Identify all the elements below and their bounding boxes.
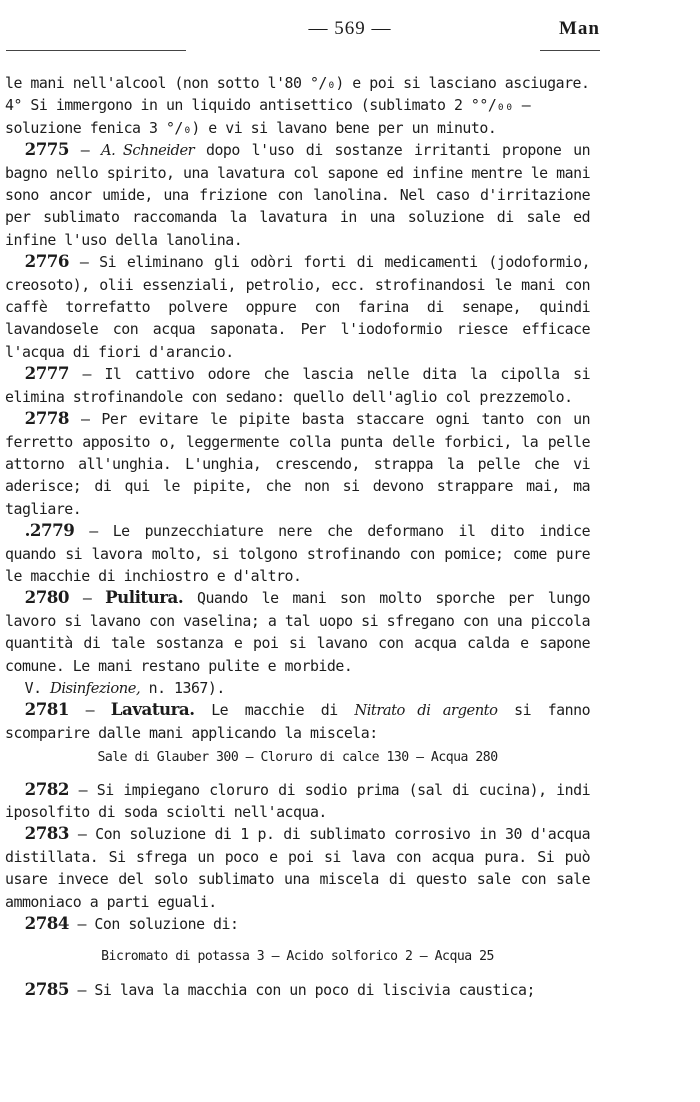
entry-text: — Con soluzione di: [69,915,239,934]
entry-text: — Si impiegano cloruro di sodio prima (sal di cucina), indi iposolfito di soda sciolti nell'acqua. [5,780,591,821]
entry-number: .2779 [24,521,75,542]
reference-prefix: V. [24,678,51,697]
page-body [5,72,590,1001]
formula-glauber: Sale di Glauber 300 — Cloruro di calce 130 — Acqua 280 [97,750,498,766]
formula-bicromato: Bicromato di potassa 3 — Acido solforico 2 — Acqua 25 [101,949,494,965]
continuation-paragraph [5,72,590,139]
entry-2779 [5,520,590,587]
page-number: — 569 — [308,18,392,39]
entry-2776 [5,251,590,363]
entry-2782 [5,779,590,824]
entry-text: — Si eliminano gli odòri forti di medicamenti (jodoformio, creosoto), olii essenziali, petrolio, ecc. strofinandosi le mani con caffè torrefatto polvere oppure con farina di senape, quindi lavandosele con acqua saponata. Per l'iodoformio riesce efficace l'acqua di fiori d'arancio. [5,253,591,361]
entry-2777 [5,363,590,408]
entry-text: Quando le mani son molto sporche per lungo lavoro si lavano con vaselina; a tal uopo si sfregano con una piccola quantità di tale sostanza e poi si lavano con acqua calda e sapone comune. Le mani restano pulite e morbide. [5,589,591,675]
entry-number: 2781 [24,700,70,721]
entry-italic-term: Nitrato di argento [354,701,498,720]
line: 4° Si immergono in un liquido antisettico (sublimato 2 °°/₀₀ — [5,96,531,115]
entry-text: Le macchie di [194,701,355,720]
entry-2784 [5,913,590,935]
entry-2775 [5,139,590,251]
line: le mani nell'alcool (non sotto l'80 °/₀) e poi si lasciano asciugare. [5,74,590,92]
header-rule-left [6,50,186,51]
entry-number: 2778 [24,409,70,430]
entry-2781 [5,699,590,744]
page-header [0,14,700,46]
entry-text: — Per evitare le pipite basta staccare ogni tanto con un ferretto apposito o, leggermente colla punta delle forbici, la pelle attorno all'unghia. L'unghia, crescendo, strappa la pelle che vi aderisce; di qui le pipite, che non si devono strappare mai, ma tagliare. [5,410,591,518]
entry-2785 [5,979,590,1001]
entry-number: 2777 [24,364,70,385]
entry-author: A. Schneider [101,141,195,160]
entry-text: — Si lava la macchia con un poco di liscivia caustica; [69,980,535,999]
reference-number: n. 1367). [140,678,225,697]
entry-title: Pulitura. [105,588,184,609]
entry-2780 [5,587,590,677]
entry-text: si fanno scomparire dalle mani applicando la miscela: [5,701,591,742]
entry-number: 2784 [24,914,70,935]
entry-dash: — [69,589,106,608]
entry-title: Lavatura. [110,700,195,721]
entry-text: — Con soluzione di 1 p. di sublimato corrosivo in 30 d'acqua distillata. Si sfrega un poco e poi si lava con acqua pura. Si può usare invece del solo sublimato una miscela di questo sale con sale ammoniaco a parti eguali. [5,825,591,911]
entry-text: dopo l'uso di sostanze irritanti propone un bagno nello spirito, una lavatura col sapone ed infine mentre le mani sono ancor umide, una frizione con lanolina. Nel caso d'irritazione per sublimato raccomanda la lavatura in una soluzione di sale ed infine l'uso della lanolina. [5,141,591,249]
entry-text: — Il cattivo odore che lascia nelle dita la cipolla si elimina strofinandole con sedano: quello dell'aglio col prezzemolo. [5,365,591,406]
cross-reference [5,677,590,699]
entry-number: 2782 [24,779,70,800]
entry-text: — Le punzecchiature nere che deformano il dito indice quando si lavora molto, si tolgono strofinando con pomice; come pure le macchie di inchiostro e d'altro. [5,522,591,585]
entry-dash: — [69,701,111,720]
reference-title: Disinfezione, [50,678,141,697]
entry-2783 [5,823,590,913]
entry-number: 2785 [24,979,70,1000]
entry-number: 2780 [24,588,70,609]
entry-number: 2775 [24,140,70,161]
section-header-word: Man [559,18,600,39]
line: soluzione fenica 3 °/₀) e vi si lavano bene per un minuto. [5,118,497,137]
entry-number: 2783 [24,824,70,845]
entry-number: 2776 [24,252,70,273]
entry-2778 [5,408,590,520]
header-rule-right [540,50,600,51]
entry-dash: — [69,141,102,160]
